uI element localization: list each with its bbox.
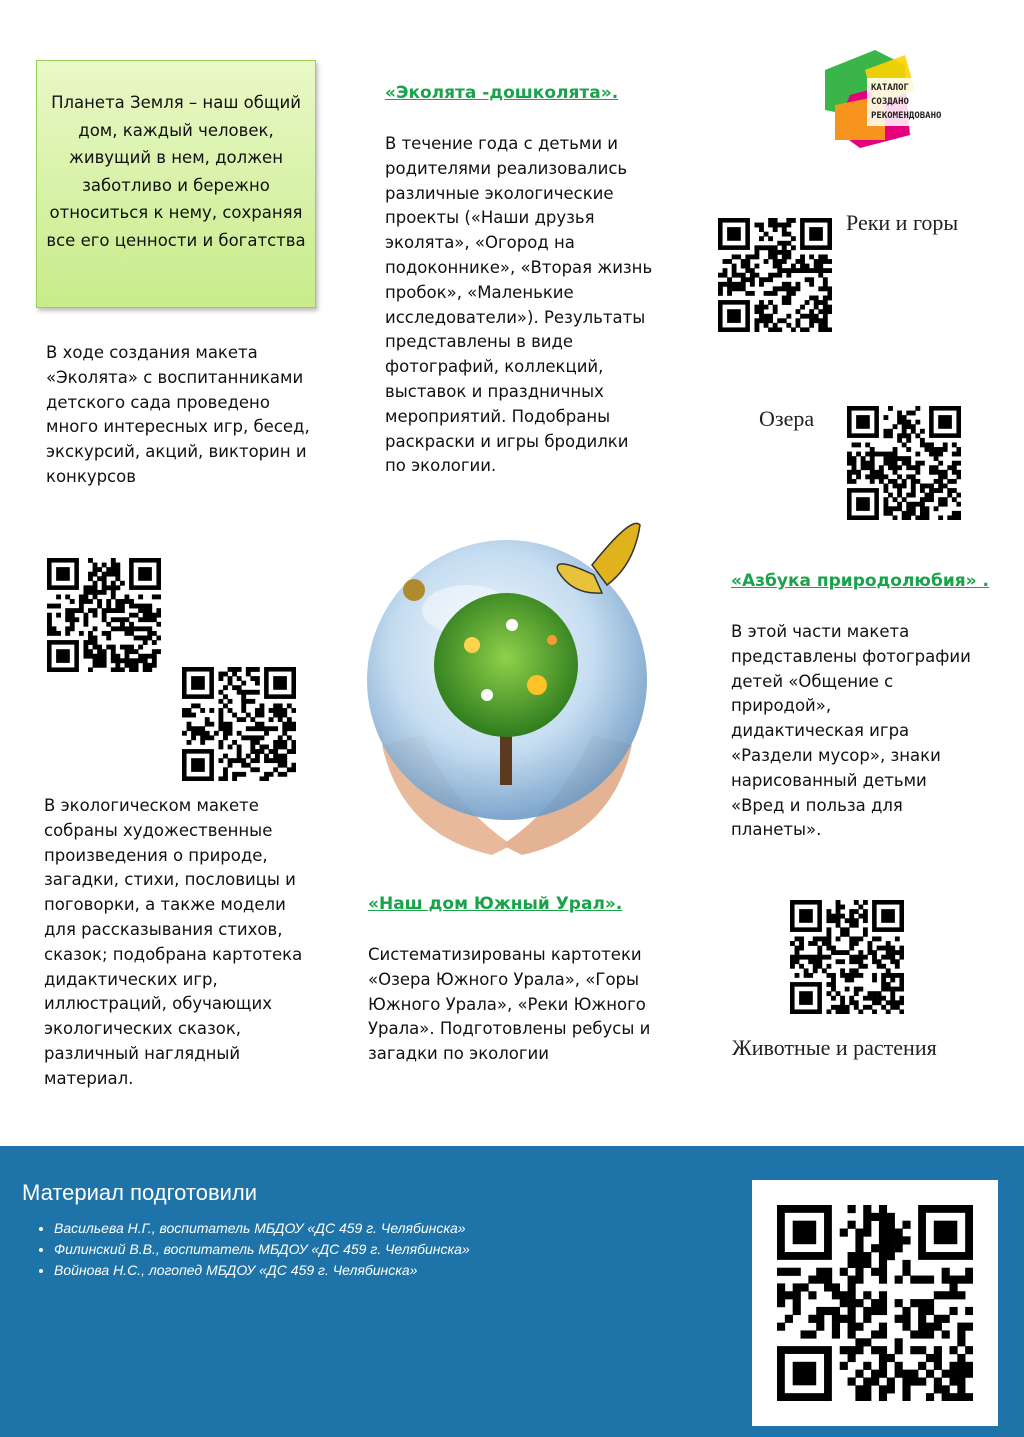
left-text-games: В ходе создания макета «Эколята» с воспитанниками детского сада проведено много интересных игр, бесед, экскурсий, акций, викторин и конкурсов bbox=[46, 343, 310, 486]
qr-code-animals-plants[interactable] bbox=[790, 900, 904, 1014]
authors-list bbox=[38, 1218, 470, 1281]
author-item: • Васильева Н.Г., воспитатель МБДОУ «ДС 459 г. Челябинска» bbox=[54, 1218, 470, 1239]
qr-code-rivers-mountains[interactable] bbox=[718, 218, 832, 332]
intro-quote-text: Планета Земля – наш общий дом, каждый человек, живущий в нем, должен заботливо и бережно относиться к нему, сохраняя все его ценности и богатства bbox=[46, 93, 306, 250]
catalog-logo bbox=[815, 50, 945, 148]
qr-code-left-2[interactable] bbox=[182, 667, 296, 781]
qr-code-lakes[interactable] bbox=[847, 406, 961, 520]
qr-label-animals-plants: Животные и растения bbox=[732, 1035, 937, 1060]
globe-tree-hands-illustration bbox=[362, 515, 652, 865]
logo-line-2: СОЗДАНО bbox=[871, 97, 909, 107]
qr-label-rivers-mountains: Реки и горы bbox=[846, 210, 959, 235]
footer-qr-card bbox=[752, 1180, 998, 1426]
intro-quote-box bbox=[36, 60, 316, 308]
left-text-materials: В экологическом макете собраны художественные произведения о природе, загадки, стихи, пословицы и поговорки, а также модели для рассказывания стихов, сказок; подобрана картотека дидактических игр, иллюстраций, обучающих экологических сказок, различный наглядный материал. bbox=[44, 796, 303, 1088]
logo-line-1: КАТАЛОГ bbox=[871, 83, 909, 93]
mid-text-projects: В течение года с детьми и родителями реализовались различные экологические проекты («Наши друзья эколята», «Огород на подоконнике», «Вторая жизнь пробок», «Маленькие исследователи»). Результаты представлены в виде фотографий, коллекций, выставок и праздничных мероприятий. Подобраны раскраски и игры бродилки по экологии. bbox=[385, 134, 653, 476]
heading-nash-dom-yuzhny-ural: «Наш дом Южный Урал». bbox=[368, 894, 623, 914]
author-item: • Войнова Н.С., логопед МБДОУ «ДС 459 г. Челябинска» bbox=[54, 1260, 470, 1281]
logo-line-3: РЕКОМЕНДОВАНО bbox=[871, 111, 942, 121]
heading-azbuka-prirodolyubiya: «Азбука природолюбия» . bbox=[731, 571, 990, 591]
qr-label-lakes: Озера bbox=[759, 406, 815, 431]
footer-title: Материал подготовили bbox=[22, 1180, 258, 1205]
author-item: • Филинский В.В., воспитатель МБДОУ «ДС 459 г. Челябинска» bbox=[54, 1239, 470, 1260]
heading-ekolyata-doshkolyata: «Эколята -дошколята». bbox=[385, 83, 619, 103]
mid-text-cards: Систематизированы картотеки «Озера Южного Урала», «Горы Южного Урала», «Реки Южного Урала». Подготовлены ребусы и загадки по экологии bbox=[368, 945, 651, 1064]
right-text-photos: В этой части макета представлены фотографии детей «Общение с природой», дидактическая игра «Раздели мусор», знаки нарисованный детьми «Вред и польза для планеты». bbox=[731, 622, 971, 840]
qr-code-left-1[interactable] bbox=[47, 558, 161, 672]
qr-code-footer[interactable] bbox=[777, 1205, 973, 1401]
